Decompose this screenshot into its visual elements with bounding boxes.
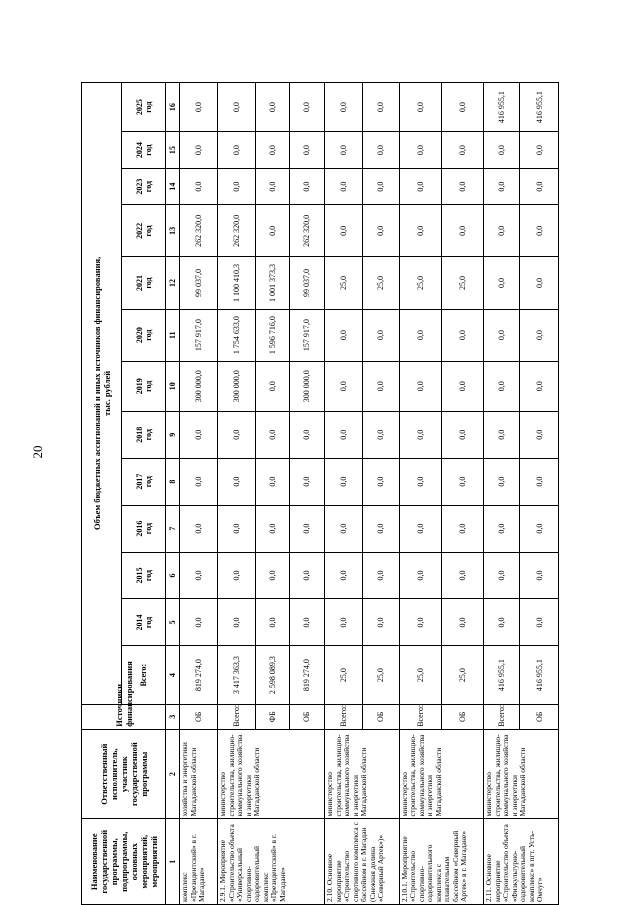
row-year-value: 0,0 [362,505,399,552]
row-year-value: 0,0 [325,361,362,411]
column-number: 11 [166,309,180,361]
row-year-value: 0,0 [180,132,218,169]
header-year: 2014 год [122,599,166,646]
row-year-value: 0,0 [520,168,559,205]
column-number: 12 [166,257,180,309]
row-responsible: министерство строительства, жилищно-коммунального хозяйства и энергетики Магаданской области [218,729,325,819]
column-number: 14 [166,168,180,205]
row-year-value: 0,0 [362,83,399,132]
row-year-value: 0,0 [289,552,325,599]
header-year: 2022 год [122,205,166,257]
row-year-value: 0,0 [442,411,484,458]
row-year-value: 0,0 [218,132,256,169]
row-year-value: 0,0 [325,411,362,458]
row-year-value: 1 596 716,0 [256,309,289,361]
row-year-value: 0,0 [289,411,325,458]
row-year-value: 0,0 [362,552,399,599]
row-year-value: 0,0 [399,458,441,505]
row-year-value: 0,0 [399,411,441,458]
row-name: комплекс «Президентский» в г. Магадане» [180,819,218,905]
row-year-value: 0,0 [218,83,256,132]
funding-unit: тыс. рублей [101,370,112,416]
row-total-value: 25,0 [325,646,362,704]
row-year-value: 0,0 [362,205,399,257]
row-year-value: 0,0 [399,361,441,411]
row-year-value: 0,0 [520,505,559,552]
row-year-value: 157 917,0 [180,309,218,361]
row-year-value: 0,0 [399,83,441,132]
row-year-value: 0,0 [256,552,289,599]
row-year-value: 0,0 [362,361,399,411]
row-year-value: 0,0 [218,552,256,599]
row-year-value: 0,0 [325,599,362,646]
row-year-value: 25,0 [325,257,362,309]
row-year-value: 0,0 [442,552,484,599]
row-year-value: 262 320,0 [180,205,218,257]
row-total-value: 25,0 [362,646,399,704]
row-year-value: 0,0 [218,599,256,646]
column-number: 5 [166,599,180,646]
row-year-value: 0,0 [520,257,559,309]
row-source: ОБ [180,704,218,729]
row-total-value: 3 417 363,3 [218,646,256,704]
row-total-value: 416 955,1 [520,646,559,704]
row-year-value: 0,0 [256,599,289,646]
row-year-value: 0,0 [442,458,484,505]
row-year-value: 0,0 [399,552,441,599]
row-year-value: 1 754 633,0 [218,309,256,361]
table-row [399,83,441,905]
row-year-value: 0,0 [484,411,520,458]
row-year-value: 0,0 [256,205,289,257]
row-name: 2.10. Основное мероприятие «Строительство спортивного комплекса с бассейном в г. Магадан (Снежная долина «Северный Артек»)» [325,819,399,905]
row-year-value: 0,0 [325,205,362,257]
row-responsible: министерство строительства, жилищно-коммунального хозяйства и энергетики Магаданской области [484,729,559,819]
row-year-value: 300 000,0 [218,361,256,411]
row-year-value: 0,0 [399,309,441,361]
column-number: 3 [166,704,180,729]
column-number: 2 [166,729,180,819]
row-year-value: 262 320,0 [218,205,256,257]
row-year-value: 0,0 [218,168,256,205]
header-year: 2019 год [122,361,166,411]
funding-table [81,82,559,905]
row-year-value: 0,0 [484,132,520,169]
row-year-value: 0,0 [256,411,289,458]
header-year: 2017 год [122,458,166,505]
header-year: 2023 год [122,168,166,205]
row-year-value: 0,0 [325,168,362,205]
row-year-value: 0,0 [325,505,362,552]
row-year-value: 0,0 [180,505,218,552]
row-total-value: 2 598 089,3 [256,646,289,704]
row-year-value: 0,0 [289,83,325,132]
header-year: 2020 год [122,309,166,361]
header-total: Всего: [122,646,166,704]
row-year-value: 0,0 [520,132,559,169]
row-total-value: 25,0 [442,646,484,704]
row-total-value: 25,0 [399,646,441,704]
row-total-value: 819 274,0 [180,646,218,704]
row-year-value: 0,0 [180,83,218,132]
row-name: 2.11. Основное мероприятие «Строительство объекта «Физкультурно-оздоровительный комплекс» в пгт. Усть-Омчуг» [484,819,559,905]
row-year-value: 99 037,0 [289,257,325,309]
row-year-value: 0,0 [180,168,218,205]
row-total-value: 416 955,1 [484,646,520,704]
row-year-value: 0,0 [484,505,520,552]
row-year-value: 0,0 [180,552,218,599]
row-year-value: 0,0 [180,599,218,646]
row-year-value: 0,0 [442,505,484,552]
row-year-value: 0,0 [289,505,325,552]
column-number: 15 [166,132,180,169]
row-name: 2.10.1. Мероприятие «Строительство спортивно-оздоровительного комплекса с плавательным бассейном «Северный Артек» в г. Магадане» [399,819,484,905]
row-year-value: 0,0 [399,132,441,169]
row-year-value: 0,0 [289,599,325,646]
row-year-value: 0,0 [484,309,520,361]
row-year-value: 0,0 [520,599,559,646]
column-number: 1 [166,819,180,905]
row-year-value: 0,0 [399,505,441,552]
row-year-value: 0,0 [362,168,399,205]
row-year-value: 0,0 [520,361,559,411]
column-number: 16 [166,83,180,132]
row-source: ОБ [442,704,484,729]
page-number: 20 [30,445,45,459]
row-year-value: 0,0 [442,132,484,169]
column-number: 4 [166,646,180,704]
row-year-value: 157 917,0 [289,309,325,361]
row-source: ОБ [520,704,559,729]
row-year-value: 0,0 [256,505,289,552]
row-year-value: 0,0 [256,361,289,411]
row-year-value: 0,0 [520,458,559,505]
row-source: Всего: [399,704,441,729]
row-year-value: 25,0 [399,257,441,309]
row-year-value: 0,0 [484,257,520,309]
row-name: 2.9.1. Мероприятие «Строительство объекта «Универсальный спортивно-оздоровительный комплекс «Президентский» в г. Магадане» [218,819,325,905]
row-year-value: 0,0 [484,168,520,205]
table-row [325,83,362,905]
row-year-value: 0,0 [484,599,520,646]
row-year-value: 0,0 [520,205,559,257]
row-year-value: 262 320,0 [289,205,325,257]
row-year-value: 0,0 [442,309,484,361]
row-responsible: хозяйства и энергетики Магаданской области [180,729,218,819]
row-year-value: 300 000,0 [289,361,325,411]
row-year-value: 0,0 [399,168,441,205]
row-year-value: 1 001 373,3 [256,257,289,309]
row-year-value: 0,0 [362,309,399,361]
row-year-value: 0,0 [289,458,325,505]
row-year-value: 0,0 [180,458,218,505]
row-year-value: 0,0 [256,458,289,505]
row-year-value: 0,0 [520,309,559,361]
row-year-value: 0,0 [256,132,289,169]
row-year-value: 0,0 [362,458,399,505]
row-year-value: 416 955,1 [520,83,559,132]
row-source: Всего: [218,704,256,729]
row-year-value: 0,0 [442,168,484,205]
row-year-value: 0,0 [442,205,484,257]
row-year-value: 0,0 [442,599,484,646]
funding-title: Объем бюджетных ассигнований и иных источников финансирования, [91,256,102,531]
row-year-value: 0,0 [520,411,559,458]
row-year-value: 0,0 [325,309,362,361]
row-source: ОБ [289,704,325,729]
table-body [180,83,559,905]
table-row [218,83,256,905]
row-year-value: 0,0 [484,361,520,411]
header-funding [82,83,122,705]
row-year-value: 0,0 [442,361,484,411]
row-year-value: 0,0 [180,411,218,458]
column-number: 8 [166,458,180,505]
row-source: Всего: [484,704,520,729]
row-year-value: 0,0 [325,458,362,505]
row-year-value: 0,0 [325,132,362,169]
row-year-value: 0,0 [289,168,325,205]
row-year-value: 25,0 [362,257,399,309]
row-year-value: 0,0 [325,552,362,599]
table-row [484,83,520,905]
column-number: 10 [166,361,180,411]
row-source: ОБ [362,704,399,729]
row-year-value: 0,0 [218,505,256,552]
header-year: 2016 год [122,505,166,552]
header-year: 2025 год [122,83,166,132]
header-column-numbers [166,83,180,905]
table-row [180,83,218,905]
row-year-value: 0,0 [218,411,256,458]
column-number: 13 [166,205,180,257]
row-source: ФБ [256,704,289,729]
row-source: Всего: [325,704,362,729]
row-year-value: 0,0 [484,458,520,505]
row-year-value: 0,0 [399,599,441,646]
row-year-value: 416 955,1 [484,83,520,132]
row-responsible: министерство строительства, жилищно-коммунального хозяйства и энергетики Магаданской области [399,729,484,819]
row-responsible: министерство строительства, жилищно-коммунального хозяйства и энергетики Магаданской области [325,729,399,819]
header-name: Наименование государственной программы, подпрограммы, основных мероприятий, мероприятий [82,819,166,905]
header-year: 2021 год [122,257,166,309]
row-year-value: 0,0 [442,83,484,132]
row-year-value: 1 100 410,3 [218,257,256,309]
row-year-value: 0,0 [362,411,399,458]
header-year: 2024 год [122,132,166,169]
header-responsible: Ответственный исполнитель, участник государственной программы [82,729,166,819]
column-number: 9 [166,411,180,458]
row-year-value: 99 037,0 [180,257,218,309]
row-year-value: 0,0 [289,132,325,169]
row-year-value: 0,0 [362,599,399,646]
row-year-value: 0,0 [484,205,520,257]
header-source: Источники финансирования [82,704,166,729]
row-year-value: 0,0 [362,132,399,169]
row-total-value: 819 274,0 [289,646,325,704]
row-year-value: 0,0 [218,458,256,505]
row-year-value: 0,0 [325,83,362,132]
row-year-value: 0,0 [256,83,289,132]
column-number: 6 [166,552,180,599]
row-year-value: 0,0 [484,552,520,599]
row-year-value: 0,0 [520,552,559,599]
row-year-value: 0,0 [256,168,289,205]
column-number: 7 [166,505,180,552]
row-year-value: 0,0 [399,205,441,257]
header-year: 2015 год [122,552,166,599]
header-year: 2018 год [122,411,166,458]
rotated-table-page [81,82,559,905]
row-year-value: 300 000,0 [180,361,218,411]
row-year-value: 25,0 [442,257,484,309]
